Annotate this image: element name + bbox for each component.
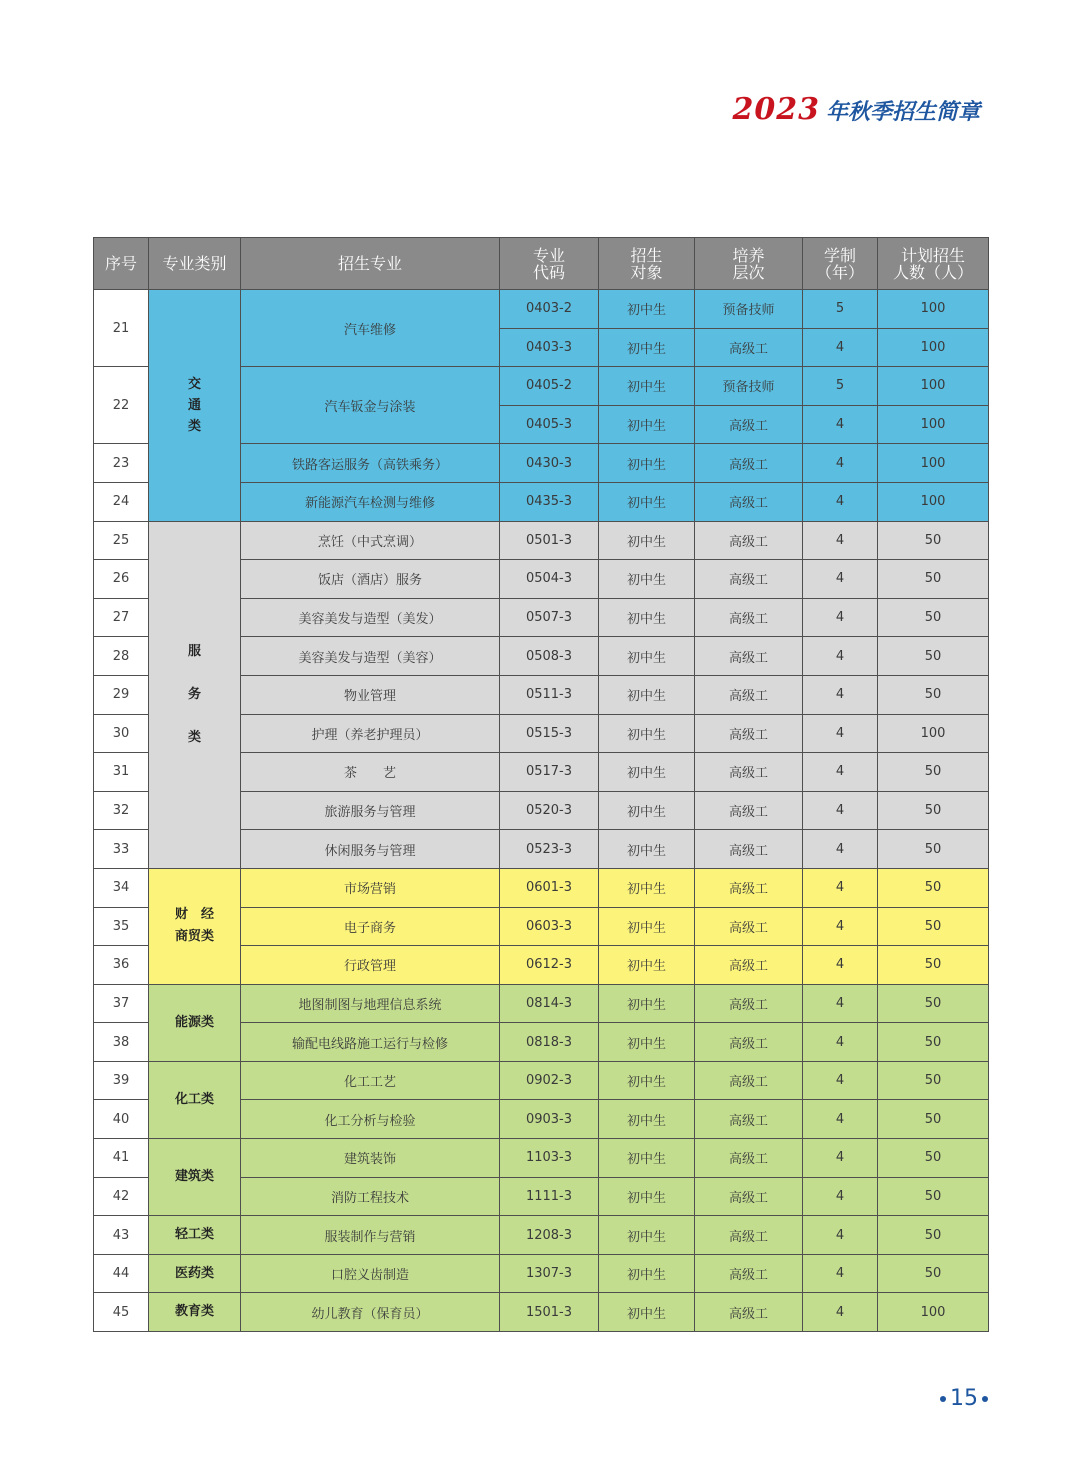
- row-major: 消防工程技术: [241, 1177, 500, 1216]
- table-row: [94, 1254, 989, 1293]
- row-years: 4: [803, 637, 878, 676]
- row-code: 1111-3: [500, 1177, 599, 1216]
- row-code: 1501-3: [500, 1293, 599, 1332]
- row-code: 0403-2: [500, 290, 599, 329]
- row-level: 高级工: [695, 1139, 803, 1178]
- row-major: 化工工艺: [241, 1061, 500, 1100]
- row-code: 0501-3: [500, 521, 599, 560]
- row-plan: 50: [878, 984, 989, 1023]
- row-major: 口腔义齿制造: [241, 1254, 500, 1293]
- row-code: 0603-3: [500, 907, 599, 946]
- row-level: 高级工: [695, 675, 803, 714]
- row-seq: 29: [94, 675, 149, 714]
- row-seq: 27: [94, 598, 149, 637]
- category-energy: 能源类: [149, 984, 241, 1061]
- row-code: 0405-3: [500, 405, 599, 444]
- header-code-l1: 专业: [532, 245, 565, 265]
- row-level: 高级工: [695, 1061, 803, 1100]
- row-plan: 50: [878, 1139, 989, 1178]
- row-years: 4: [803, 1254, 878, 1293]
- row-target: 初中生: [599, 521, 695, 560]
- table-row: [94, 868, 989, 907]
- row-plan: 50: [878, 637, 989, 676]
- row-major: 茶 艺: [241, 753, 500, 792]
- row-code: 1208-3: [500, 1216, 599, 1255]
- row-years: 4: [803, 405, 878, 444]
- row-years: 4: [803, 830, 878, 869]
- row-plan: 50: [878, 560, 989, 599]
- row-plan: 50: [878, 1100, 989, 1139]
- page-dot-left: [940, 1396, 946, 1402]
- header-years-l2: （年）: [815, 262, 864, 282]
- row-level: 高级工: [695, 946, 803, 985]
- row-seq: 33: [94, 830, 149, 869]
- row-code: 0507-3: [500, 598, 599, 637]
- row-target: 初中生: [599, 444, 695, 483]
- header-plan-l2: 人数（人）: [892, 262, 973, 282]
- row-years: 4: [803, 1100, 878, 1139]
- row-seq: 35: [94, 907, 149, 946]
- row-seq: 45: [94, 1293, 149, 1332]
- row-code: 0520-3: [500, 791, 599, 830]
- row-level: 高级工: [695, 328, 803, 367]
- row-major: 护理（养老护理员）: [241, 714, 500, 753]
- row-years: 4: [803, 946, 878, 985]
- category-building: 建筑类: [149, 1139, 241, 1216]
- header-category: 专业类别: [149, 238, 241, 290]
- row-seq: 21: [94, 290, 149, 367]
- row-years: 4: [803, 714, 878, 753]
- row-seq: 22: [94, 367, 149, 444]
- row-seq: 24: [94, 482, 149, 521]
- table-row: [94, 1216, 989, 1255]
- row-code: 1103-3: [500, 1139, 599, 1178]
- brochure-year: 2023: [732, 92, 820, 127]
- row-years: 4: [803, 791, 878, 830]
- row-target: 初中生: [599, 714, 695, 753]
- row-seq: 38: [94, 1023, 149, 1062]
- row-plan: 50: [878, 1254, 989, 1293]
- row-years: 4: [803, 1216, 878, 1255]
- row-level: 高级工: [695, 714, 803, 753]
- row-level: 高级工: [695, 637, 803, 676]
- row-level: 高级工: [695, 868, 803, 907]
- row-code: 0405-2: [500, 367, 599, 406]
- row-code: 0818-3: [500, 1023, 599, 1062]
- row-years: 4: [803, 984, 878, 1023]
- row-major: 旅游服务与管理: [241, 791, 500, 830]
- row-plan: 100: [878, 367, 989, 406]
- header-level-l1: 培养: [732, 245, 765, 265]
- row-target: 初中生: [599, 1216, 695, 1255]
- header-plan-l1: 计划招生: [900, 245, 965, 265]
- row-years: 4: [803, 482, 878, 521]
- brochure-title: [732, 92, 980, 127]
- category-chemical: 化工类: [149, 1061, 241, 1138]
- page-number-text: 15: [950, 1386, 978, 1411]
- header-code-l2: 代码: [532, 262, 565, 282]
- row-plan: 50: [878, 1177, 989, 1216]
- category-service: 服 务 类: [149, 521, 241, 868]
- row-target: 初中生: [599, 1254, 695, 1293]
- row-target: 初中生: [599, 675, 695, 714]
- row-plan: 50: [878, 868, 989, 907]
- row-target: 初中生: [599, 984, 695, 1023]
- row-seq: 26: [94, 560, 149, 599]
- row-years: 5: [803, 367, 878, 406]
- header-code: [500, 238, 599, 290]
- row-target: 初中生: [599, 367, 695, 406]
- row-target: 初中生: [599, 830, 695, 869]
- category-transport: 交 通 类: [149, 290, 241, 522]
- row-seq: 25: [94, 521, 149, 560]
- row-plan: 50: [878, 1216, 989, 1255]
- row-seq: 39: [94, 1061, 149, 1100]
- row-seq: 32: [94, 791, 149, 830]
- row-plan: 50: [878, 791, 989, 830]
- row-major: 幼儿教育（保育员）: [241, 1293, 500, 1332]
- row-seq: 37: [94, 984, 149, 1023]
- row-major: 新能源汽车检测与维修: [241, 482, 500, 521]
- row-plan: 100: [878, 714, 989, 753]
- row-target: 初中生: [599, 907, 695, 946]
- category-light-industry: 轻工类: [149, 1216, 241, 1255]
- row-major: 汽车钣金与涂装: [241, 367, 500, 444]
- row-years: 4: [803, 598, 878, 637]
- row-level: 高级工: [695, 444, 803, 483]
- row-level: 预备技师: [695, 367, 803, 406]
- row-code: 0517-3: [500, 753, 599, 792]
- row-target: 初中生: [599, 868, 695, 907]
- header-seq: 序号: [94, 238, 149, 290]
- row-level: 高级工: [695, 1293, 803, 1332]
- row-major: 化工分析与检验: [241, 1100, 500, 1139]
- row-target: 初中生: [599, 1061, 695, 1100]
- row-level: 高级工: [695, 405, 803, 444]
- row-seq: 30: [94, 714, 149, 753]
- row-years: 4: [803, 521, 878, 560]
- row-code: 0511-3: [500, 675, 599, 714]
- row-code: 0902-3: [500, 1061, 599, 1100]
- row-code: 0523-3: [500, 830, 599, 869]
- table-row: [94, 290, 989, 329]
- page-dot-right: [982, 1396, 988, 1402]
- row-level: 高级工: [695, 1254, 803, 1293]
- row-plan: 100: [878, 482, 989, 521]
- row-level: 高级工: [695, 1100, 803, 1139]
- row-years: 4: [803, 328, 878, 367]
- row-target: 初中生: [599, 946, 695, 985]
- row-target: 初中生: [599, 637, 695, 676]
- row-major: 行政管理: [241, 946, 500, 985]
- row-seq: 42: [94, 1177, 149, 1216]
- row-level: 高级工: [695, 830, 803, 869]
- row-seq: 36: [94, 946, 149, 985]
- row-seq: 23: [94, 444, 149, 483]
- row-plan: 100: [878, 1293, 989, 1332]
- row-target: 初中生: [599, 1100, 695, 1139]
- enrollment-table: [93, 237, 989, 1332]
- row-plan: 100: [878, 405, 989, 444]
- row-years: 4: [803, 1023, 878, 1062]
- brochure-title-text: 年秋季招生简章: [825, 99, 980, 125]
- row-plan: 50: [878, 907, 989, 946]
- row-years: 4: [803, 1061, 878, 1100]
- row-target: 初中生: [599, 328, 695, 367]
- row-level: 高级工: [695, 791, 803, 830]
- row-major: 烹饪（中式烹调）: [241, 521, 500, 560]
- row-years: 4: [803, 753, 878, 792]
- header-level: [695, 238, 803, 290]
- row-years: 4: [803, 675, 878, 714]
- category-finance: 财 经 商贸类: [149, 868, 241, 984]
- row-seq: 41: [94, 1139, 149, 1178]
- row-major: 休闲服务与管理: [241, 830, 500, 869]
- row-seq: 40: [94, 1100, 149, 1139]
- row-target: 初中生: [599, 1293, 695, 1332]
- row-level: 高级工: [695, 560, 803, 599]
- row-code: 0612-3: [500, 946, 599, 985]
- row-seq: 43: [94, 1216, 149, 1255]
- row-target: 初中生: [599, 482, 695, 521]
- row-major: 市场营销: [241, 868, 500, 907]
- row-major: 服装制作与营销: [241, 1216, 500, 1255]
- header-years-l1: 学制: [823, 245, 856, 265]
- row-code: 0814-3: [500, 984, 599, 1023]
- row-years: 4: [803, 560, 878, 599]
- header-target-l1: 招生: [630, 245, 663, 265]
- table-row: [94, 984, 989, 1023]
- row-years: 4: [803, 1139, 878, 1178]
- row-plan: 50: [878, 1061, 989, 1100]
- row-code: 0403-3: [500, 328, 599, 367]
- row-plan: 100: [878, 290, 989, 329]
- row-code: 0508-3: [500, 637, 599, 676]
- row-plan: 50: [878, 830, 989, 869]
- row-seq: 34: [94, 868, 149, 907]
- header-level-l2: 层次: [732, 262, 765, 282]
- row-years: 4: [803, 1177, 878, 1216]
- row-years: 4: [803, 444, 878, 483]
- row-level: 高级工: [695, 598, 803, 637]
- row-seq: 44: [94, 1254, 149, 1293]
- row-code: 0430-3: [500, 444, 599, 483]
- page-number: [940, 1386, 988, 1411]
- row-major: 地图制图与地理信息系统: [241, 984, 500, 1023]
- row-target: 初中生: [599, 753, 695, 792]
- row-code: 0903-3: [500, 1100, 599, 1139]
- row-major: 电子商务: [241, 907, 500, 946]
- row-years: 5: [803, 290, 878, 329]
- row-target: 初中生: [599, 791, 695, 830]
- row-target: 初中生: [599, 560, 695, 599]
- row-target: 初中生: [599, 290, 695, 329]
- row-target: 初中生: [599, 1023, 695, 1062]
- row-plan: 50: [878, 1023, 989, 1062]
- row-level: 高级工: [695, 984, 803, 1023]
- table-row: [94, 521, 989, 560]
- row-target: 初中生: [599, 1139, 695, 1178]
- category-medical: 医药类: [149, 1254, 241, 1293]
- row-target: 初中生: [599, 1177, 695, 1216]
- row-code: 0515-3: [500, 714, 599, 753]
- row-level: 高级工: [695, 482, 803, 521]
- row-major: 输配电线路施工运行与检修: [241, 1023, 500, 1062]
- row-plan: 100: [878, 444, 989, 483]
- table-row: [94, 1061, 989, 1100]
- row-plan: 50: [878, 946, 989, 985]
- row-plan: 50: [878, 753, 989, 792]
- row-years: 4: [803, 1293, 878, 1332]
- row-plan: 100: [878, 328, 989, 367]
- row-seq: 28: [94, 637, 149, 676]
- row-major: 建筑装饰: [241, 1139, 500, 1178]
- category-education: 教育类: [149, 1293, 241, 1332]
- row-level: 高级工: [695, 753, 803, 792]
- row-plan: 50: [878, 675, 989, 714]
- row-plan: 50: [878, 521, 989, 560]
- row-target: 初中生: [599, 405, 695, 444]
- row-years: 4: [803, 907, 878, 946]
- row-seq: 31: [94, 753, 149, 792]
- header-plan: [878, 238, 989, 290]
- row-code: 0504-3: [500, 560, 599, 599]
- row-major: 美容美发与造型（美容）: [241, 637, 500, 676]
- row-code: 0601-3: [500, 868, 599, 907]
- row-major: 物业管理: [241, 675, 500, 714]
- row-level: 高级工: [695, 1177, 803, 1216]
- row-major: 铁路客运服务（高铁乘务）: [241, 444, 500, 483]
- row-level: 预备技师: [695, 290, 803, 329]
- header-target-l2: 对象: [630, 262, 663, 282]
- row-level: 高级工: [695, 907, 803, 946]
- row-plan: 50: [878, 598, 989, 637]
- row-years: 4: [803, 868, 878, 907]
- header-years: [803, 238, 878, 290]
- row-major: 美容美发与造型（美发）: [241, 598, 500, 637]
- row-level: 高级工: [695, 521, 803, 560]
- header-target: [599, 238, 695, 290]
- row-level: 高级工: [695, 1216, 803, 1255]
- row-target: 初中生: [599, 598, 695, 637]
- table-header-row: [94, 238, 989, 290]
- row-major: 汽车维修: [241, 290, 500, 367]
- row-major: 饭店（酒店）服务: [241, 560, 500, 599]
- row-level: 高级工: [695, 1023, 803, 1062]
- header-major: 招生专业: [241, 238, 500, 290]
- table-row: [94, 1293, 989, 1332]
- row-code: 1307-3: [500, 1254, 599, 1293]
- table-row: [94, 1139, 989, 1178]
- row-code: 0435-3: [500, 482, 599, 521]
